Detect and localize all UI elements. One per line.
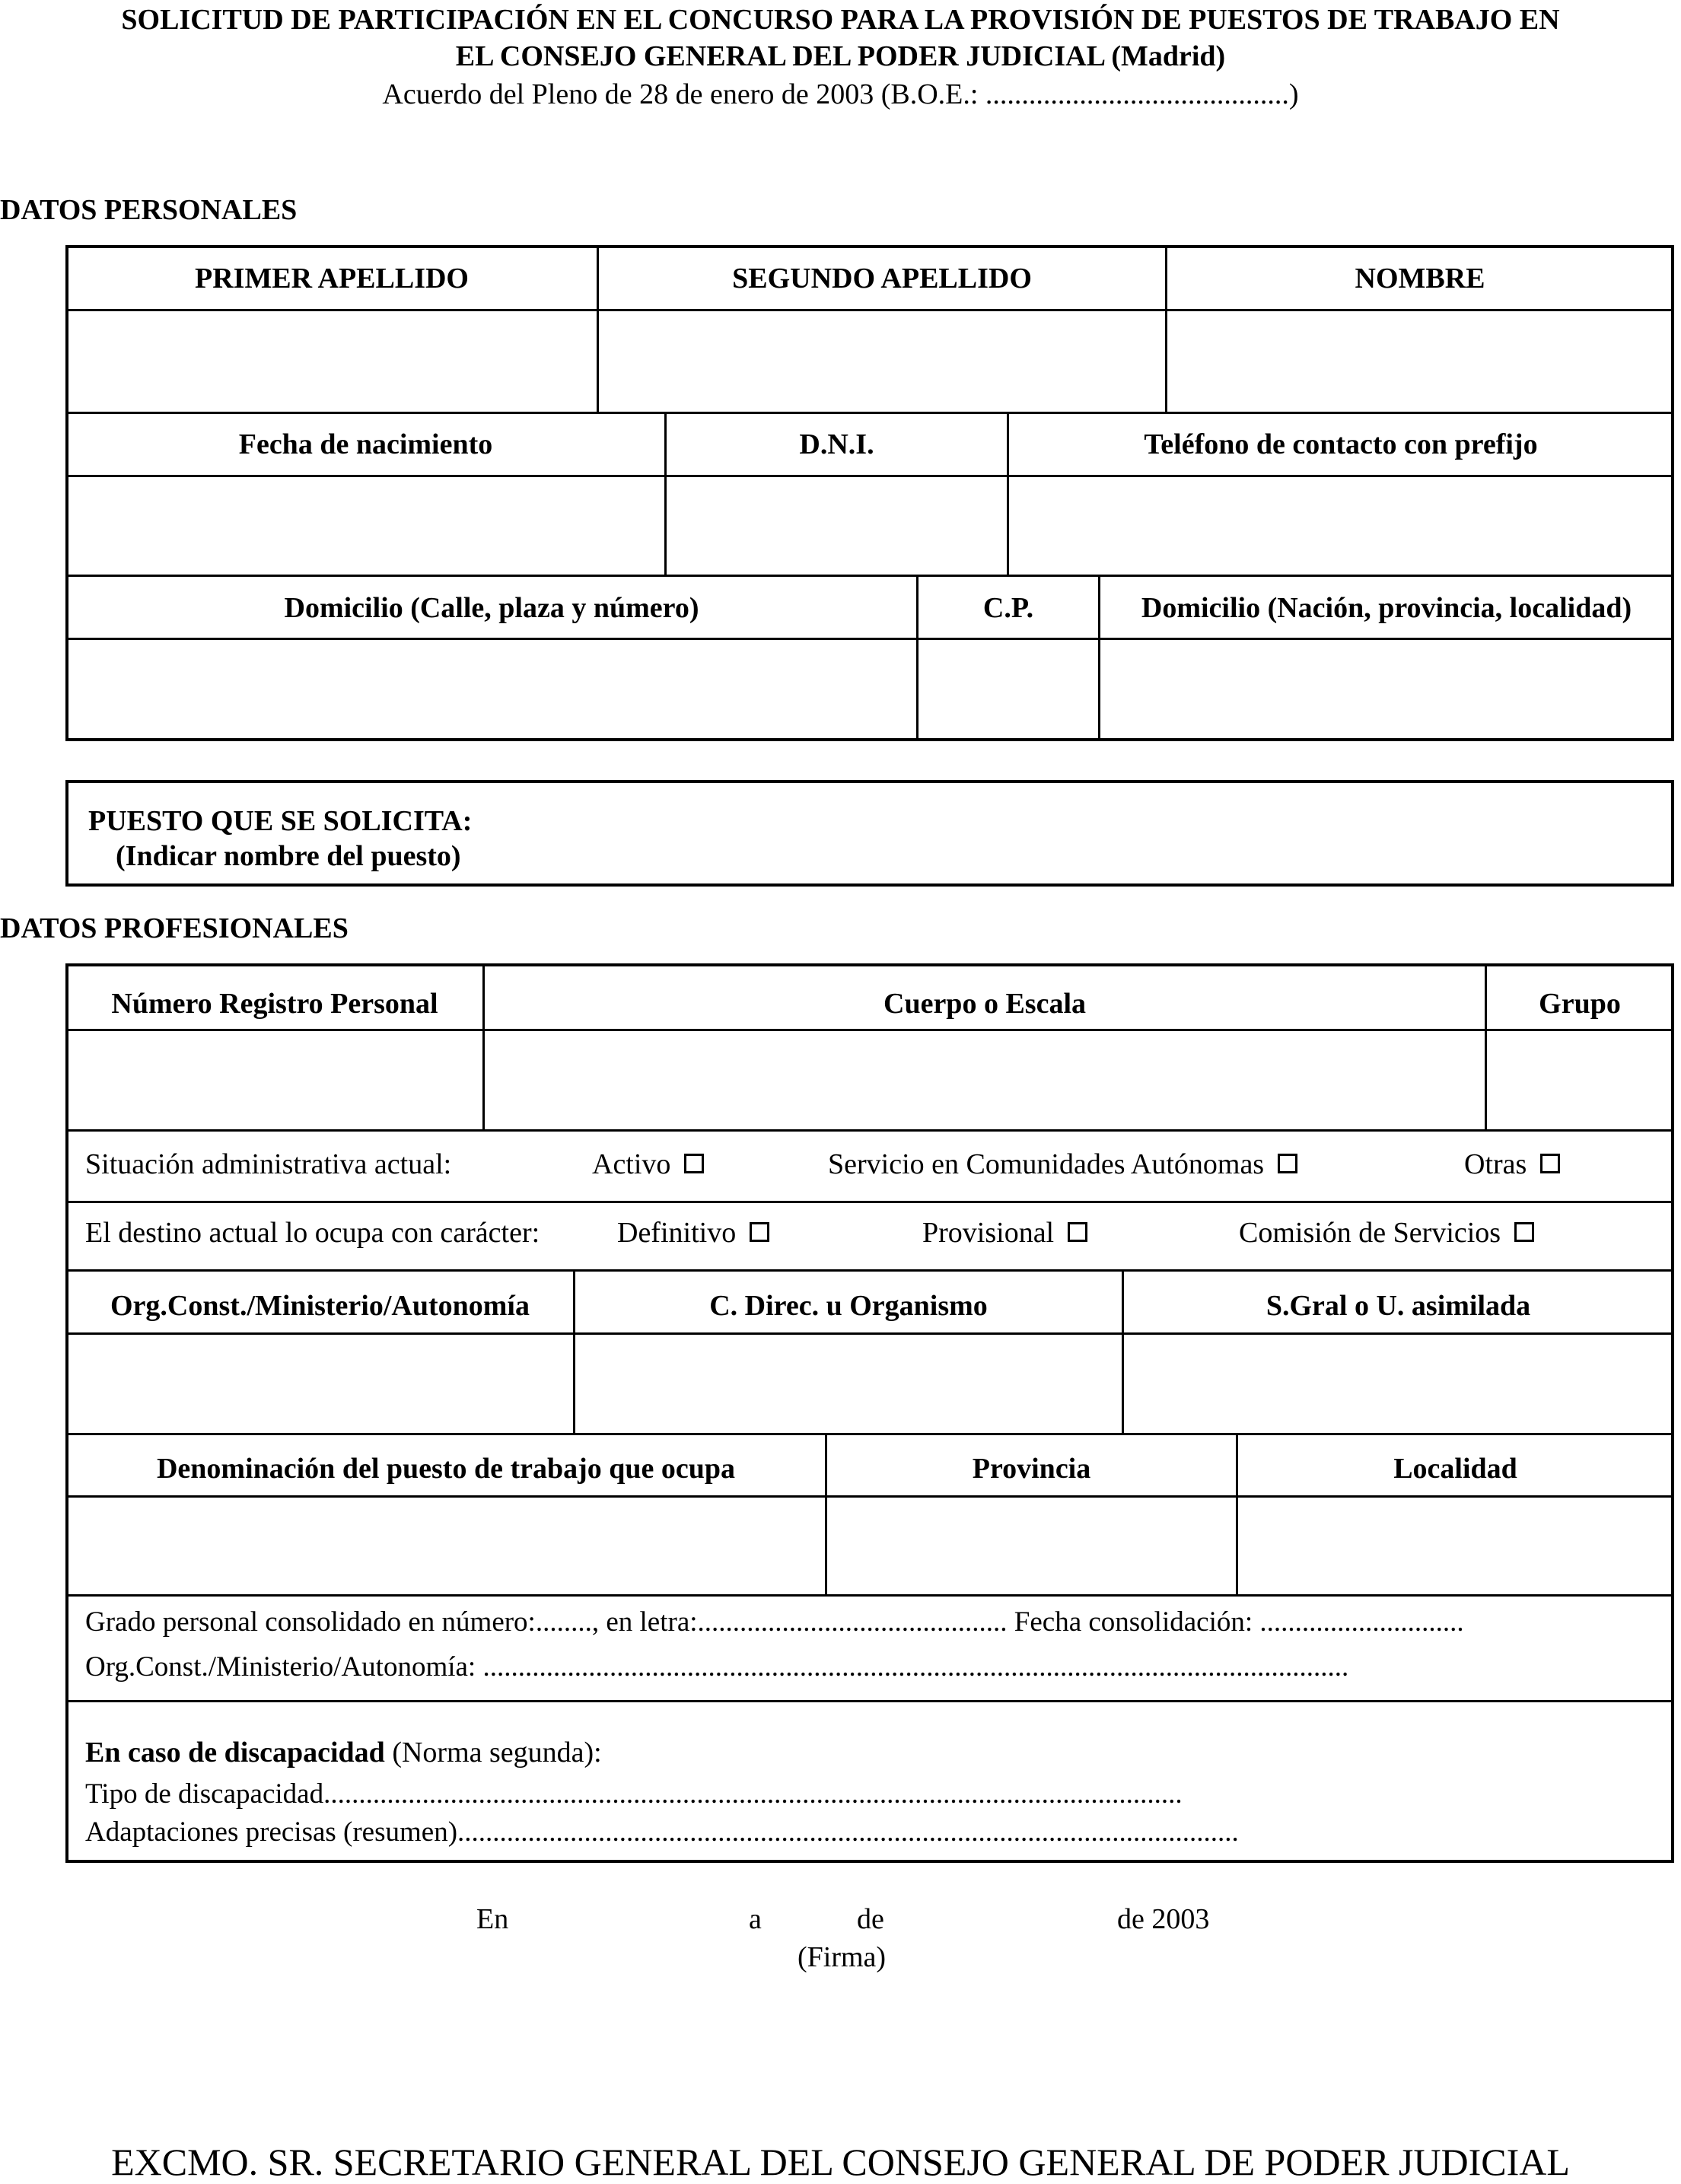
header-nombre: NOMBRE [1355,263,1485,294]
firma-a: a [749,1903,762,1935]
field-cuerpo-escala[interactable] [485,1031,1485,1129]
field-domicilio-localidad[interactable] [1100,640,1673,738]
header-domicilio-calle: Domicilio (Calle, plaza y número) [284,592,699,624]
option-activo[interactable] [592,1148,704,1181]
field-fecha-nacimiento[interactable] [67,477,664,575]
header-fecha-nacimiento: Fecha de nacimiento [238,428,493,460]
checkbox-comunidades[interactable] [1278,1154,1297,1173]
checkbox-comision-servicios[interactable] [1514,1222,1534,1242]
field-cp[interactable] [919,640,1098,738]
field-domicilio-calle[interactable] [67,640,916,738]
option-comunidades-label: Servicio en Comunidades Autónomas [828,1148,1265,1180]
field-segundo-apellido[interactable] [599,311,1165,412]
checkbox-definitivo[interactable] [750,1222,769,1242]
field-dni[interactable] [667,477,1007,575]
firma-label: (Firma) [798,1941,887,1973]
option-comision-servicios-label: Comisión de Servicios [1239,1217,1501,1249]
form-title-line1: SOLICITUD DE PARTICIPACIÓN EN EL CONCURSO PARA LA PROVISIÓN DE PUESTOS DE TRABAJO EN [121,4,1560,36]
tipo-discapacidad-line[interactable]: Tipo de discapacidad.......................................................................................................................... [85,1778,1183,1810]
firma-en: En [476,1903,509,1935]
header-c-direc: C. Direc. u Organismo [709,1290,988,1322]
puesto-label: PUESTO QUE SE SOLICITA: [88,805,473,837]
field-nombre[interactable] [1167,311,1673,412]
header-telefono: Teléfono de contacto con prefijo [1144,428,1538,460]
field-sgral[interactable] [1124,1335,1673,1433]
option-definitivo[interactable] [617,1216,769,1250]
option-activo-label: Activo [592,1148,671,1180]
header-provincia: Provincia [972,1453,1091,1485]
discapacidad-heading [85,1736,602,1769]
header-primer-apellido: PRIMER APELLIDO [195,263,469,294]
form-subtitle: Acuerdo del Pleno de 28 de enero de 2003 (B.O.E.: ..........................................) [382,78,1299,110]
destino-label: El destino actual lo ocupa con carácter: [85,1217,540,1249]
section-title-profesional: DATOS PROFESIONALES [0,912,349,944]
form-title-line2: EL CONSEJO GENERAL DEL PODER JUDICIAL (Madrid) [455,40,1226,72]
header-grupo: Grupo [1539,988,1621,1020]
addressee-footer: EXCMO. SR. SECRETARIO GENERAL DEL CONSEJO GENERAL DE PODER JUDICIAL [111,2141,1570,2183]
header-org-const: Org.Const./Ministerio/Autonomía [110,1290,530,1322]
option-definitivo-label: Definitivo [617,1217,737,1249]
firma-year: de 2003 [1117,1903,1210,1935]
checkbox-provisional[interactable] [1068,1222,1087,1242]
discapacidad-rest: (Norma segunda): [392,1737,602,1769]
field-primer-apellido[interactable] [67,311,597,412]
field-localidad[interactable] [1238,1498,1673,1594]
header-cp: C.P. [982,592,1034,624]
option-comision-servicios[interactable] [1239,1216,1534,1250]
option-provisional-label: Provisional [922,1217,1055,1249]
section-title-personal: DATOS PERSONALES [0,194,298,226]
grado-line[interactable]: Grado personal consolidado en número:........, en letra:............................................ Fecha consolidación: ............................. [85,1606,1464,1638]
header-domicilio-localidad: Domicilio (Nación, provincia, localidad) [1141,592,1632,624]
field-denominacion-puesto[interactable] [67,1498,825,1594]
header-segundo-apellido: SEGUNDO APELLIDO [732,263,1032,294]
header-denominacion-puesto: Denominación del puesto de trabajo que ocupa [156,1453,736,1485]
checkbox-otras[interactable] [1540,1154,1560,1173]
header-cuerpo-escala: Cuerpo o Escala [883,988,1086,1020]
field-registro-personal[interactable] [67,1031,482,1129]
field-grupo[interactable] [1487,1031,1673,1129]
field-telefono[interactable] [1009,477,1673,575]
discapacidad-bold: En caso de discapacidad [85,1737,385,1769]
option-comunidades[interactable] [828,1148,1297,1181]
field-c-direc[interactable] [575,1335,1122,1433]
header-localidad: Localidad [1393,1453,1517,1485]
header-dni: D.N.I. [799,428,874,460]
option-otras[interactable] [1464,1148,1560,1181]
option-provisional[interactable] [922,1216,1087,1250]
situacion-label: Situación administrativa actual: [85,1148,452,1180]
adaptaciones-line[interactable]: Adaptaciones precisas (resumen)............................................................................................................... [85,1816,1239,1848]
org-line[interactable]: Org.Const./Ministerio/Autonomía: ........................................................................................................................... [85,1651,1349,1683]
checkbox-activo[interactable] [684,1154,704,1173]
option-otras-label: Otras [1464,1148,1527,1180]
field-org-const[interactable] [67,1335,573,1433]
field-provincia[interactable] [827,1498,1236,1594]
puesto-hint: (Indicar nombre del puesto) [116,840,461,872]
header-sgral: S.Gral o U. asimilada [1266,1290,1531,1322]
firma-de: de [857,1903,884,1935]
header-registro-personal: Número Registro Personal [111,988,438,1020]
